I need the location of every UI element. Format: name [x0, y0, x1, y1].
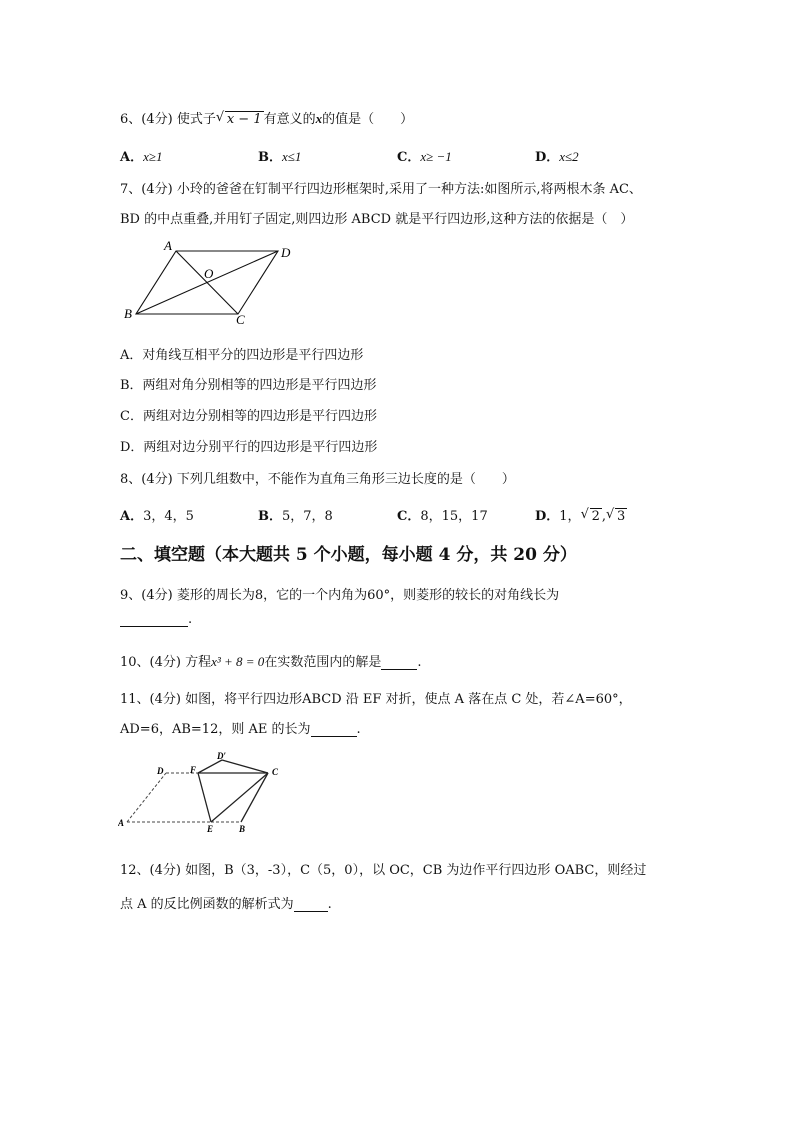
- q6-var: x: [315, 111, 323, 126]
- q12-line1: 12、(4分) 如图，B（3，-3），C（5，0），以 OC，CB 为边作平行四边形 OABC，则经过: [120, 863, 647, 878]
- fig7-label-b: B: [124, 306, 132, 321]
- q10-answer-blank[interactable]: [381, 655, 417, 670]
- q6-option-b[interactable]: B．x≤1: [258, 149, 302, 165]
- q7-option-d[interactable]: D．两组对边分别平行的四边形是平行四边形: [120, 440, 378, 455]
- q9-answer-line: .: [120, 612, 192, 627]
- fig11-label-e: E: [207, 824, 214, 834]
- q11-line2: AD=6，AB=12，则 AE 的长为 .: [120, 722, 361, 737]
- q8-option-a[interactable]: A．3，4，5: [120, 509, 194, 524]
- q11-fold-figure: [118, 752, 298, 836]
- fig7-label-d: D: [281, 245, 291, 260]
- q11-line1: 11、(4分) 如图，将平行四边形ABCD 沿 EF 对折，使点 A 落在点 C 处，若∠A=60°，: [120, 692, 632, 707]
- q10-stem: 10、(4分) 方程x³ + 8 = 0在实数范围内的解是 .: [120, 654, 422, 670]
- fig11-label-d: D: [157, 766, 164, 776]
- q12-answer-blank[interactable]: [294, 897, 328, 912]
- fig11-label-f: F: [190, 765, 197, 775]
- fig11-label-c: C: [272, 767, 279, 777]
- q6-stem: [120, 108, 413, 127]
- q8-option-c[interactable]: C．8，15，17: [397, 509, 488, 524]
- q8-option-b[interactable]: B．5，7，8: [258, 509, 333, 524]
- q10-equation: x³ + 8 = 0: [211, 654, 265, 669]
- q8-option-d[interactable]: D．1， √ 2 , √ 3: [535, 507, 626, 524]
- q7-option-c[interactable]: C．两组对边分别相等的四边形是平行四边形: [120, 409, 377, 424]
- q7-line2: BD 的中点重叠,并用钉子固定,则四边形 ABCD 就是平行四边形,这种方法的依据是（ ）: [120, 212, 634, 227]
- q8-stem: 8、(4分) 下列几组数中，不能作为直角三角形三边长度的是（ ）: [120, 472, 515, 487]
- q6-radical: [216, 112, 264, 127]
- q11-answer-blank[interactable]: [311, 722, 357, 737]
- q8-sqrt2: √ 2: [580, 507, 600, 524]
- section-title: 二、填空题（本大题共 5 个小题，每小题 4 分，共 20 分）: [120, 545, 577, 565]
- q9-answer-blank[interactable]: [120, 612, 188, 627]
- q6-radicand: x − 1: [226, 112, 262, 127]
- fig7-label-c: C: [236, 312, 245, 327]
- q7-parallelogram-figure: [120, 238, 310, 330]
- q6-option-c[interactable]: C．x≥ −1: [397, 149, 452, 165]
- q9-line1: 9、(4分) 菱形的周长为8，它的一个内角为60°，则菱形的较长的对角线长为: [120, 588, 560, 603]
- q8-sqrt3: √ 3: [605, 507, 626, 524]
- q6-suffix-a: 有意义的: [263, 112, 316, 127]
- q12-line2: 点 A 的反比例函数的解析式为 .: [120, 897, 332, 912]
- fig11-label-b: B: [239, 824, 246, 834]
- q7-line1: 7、(4分) 小玲的爸爸在钉制平行四边形框架时,采用了一种方法:如图所示,将两根木条 AC、: [120, 182, 642, 197]
- fig11-label-a: A: [118, 818, 125, 828]
- q6-option-d[interactable]: D．x≤2: [535, 149, 579, 165]
- fig11-label-d-prime: D′: [217, 752, 227, 761]
- radical-sign-icon: √: [215, 110, 225, 125]
- q7-option-a[interactable]: A．对角线互相平分的四边形是平行四边形: [120, 348, 364, 363]
- q6-suffix-b: 的值是（ ）: [322, 112, 414, 127]
- fig7-label-a: A: [164, 238, 172, 253]
- fig7-label-o: O: [204, 266, 214, 281]
- q6-option-a[interactable]: A．x≥1: [120, 149, 163, 165]
- q6-prefix: 6、(4分) 使式子: [120, 112, 216, 127]
- q7-option-b[interactable]: B．两组对角分别相等的四边形是平行四边形: [120, 378, 377, 393]
